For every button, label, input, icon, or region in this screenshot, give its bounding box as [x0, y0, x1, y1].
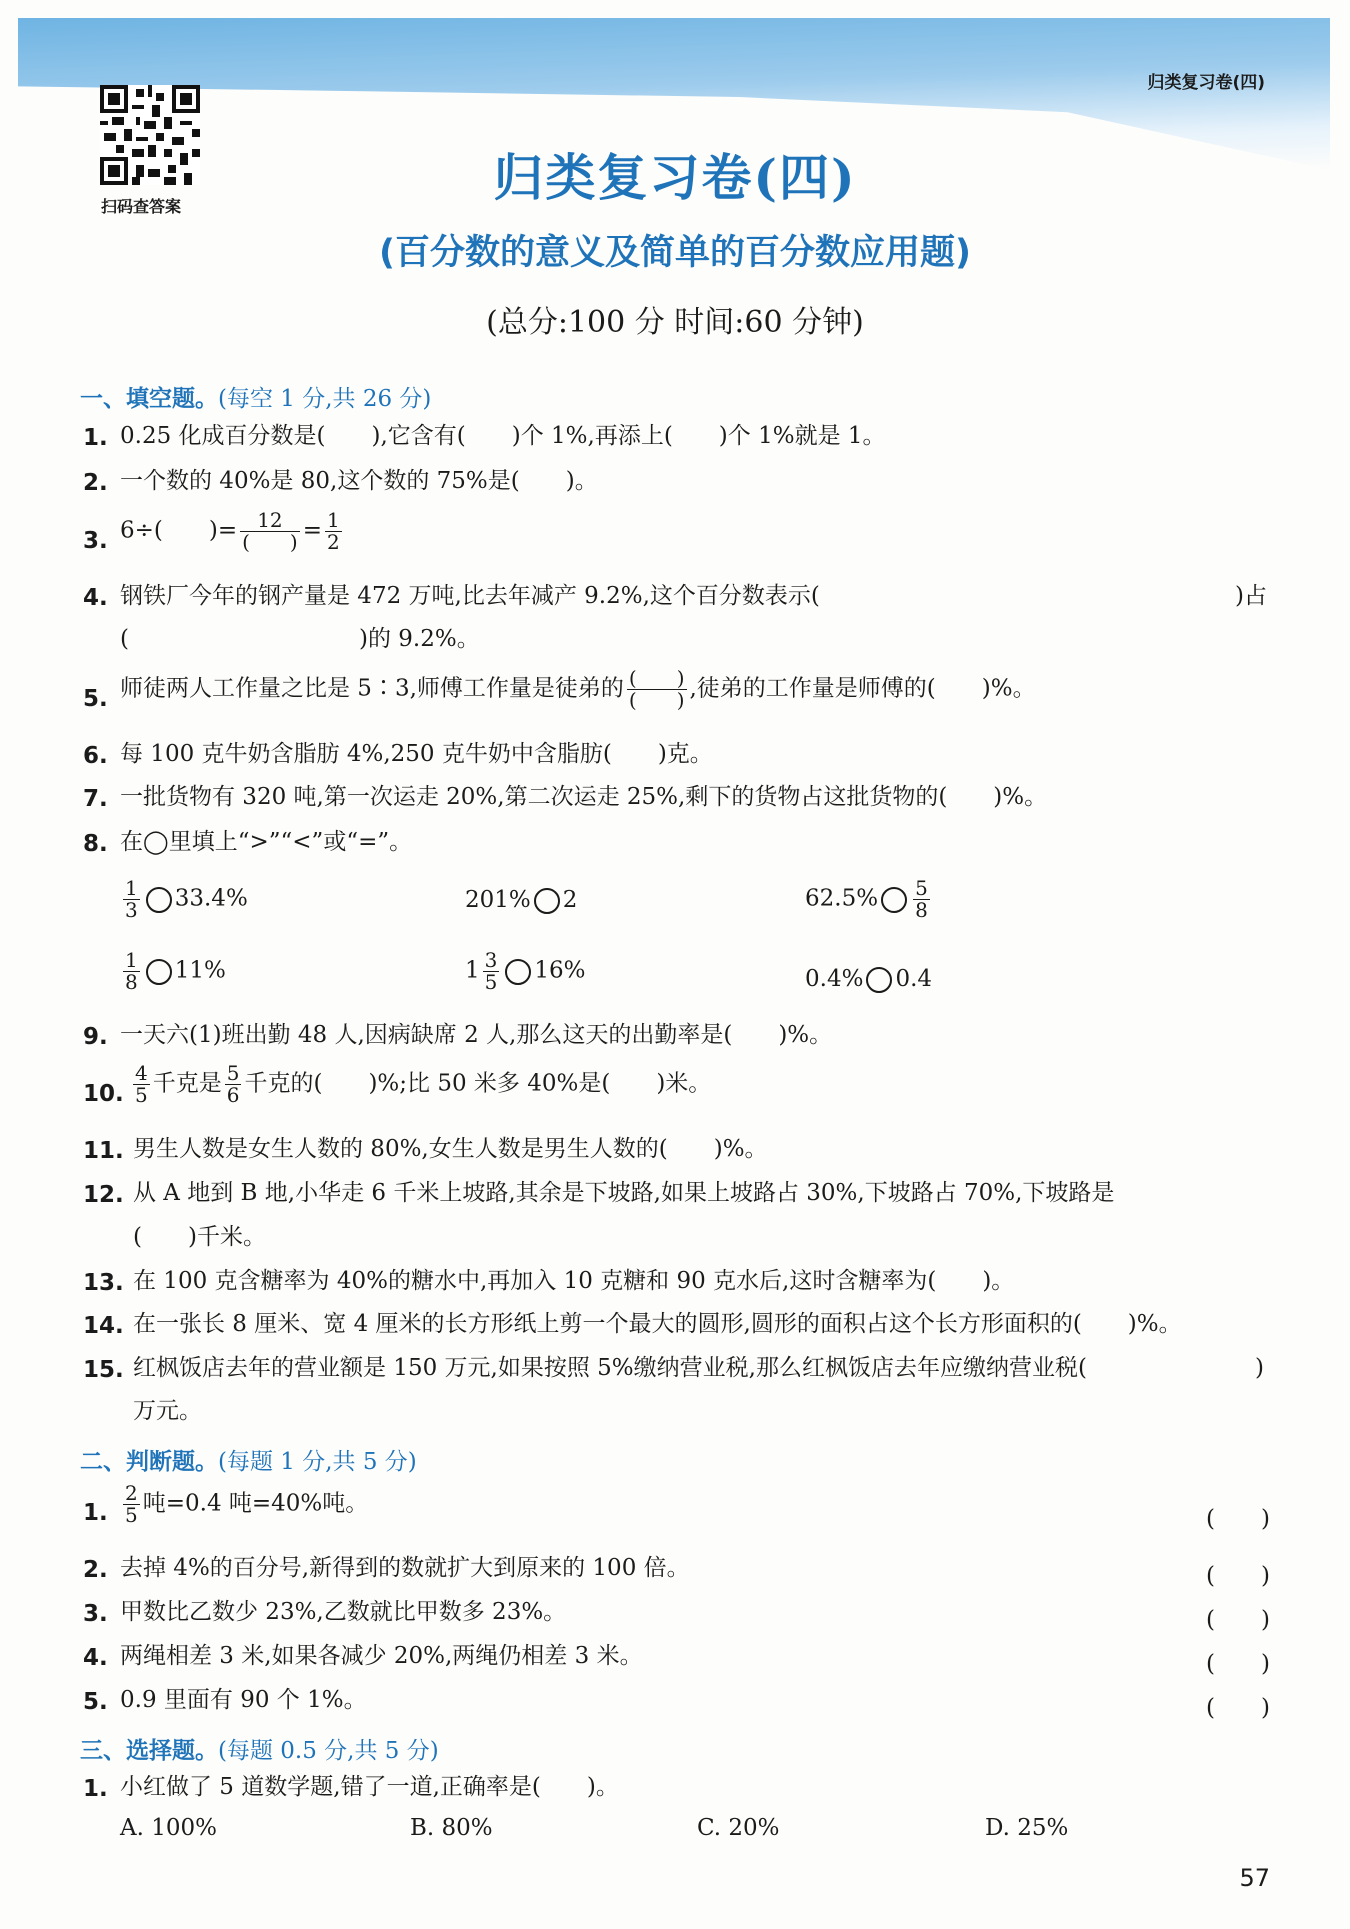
fraction	[913, 878, 930, 921]
fraction	[123, 878, 140, 921]
choice-option-b[interactable]: B. 80%	[410, 1815, 493, 1841]
section-note: (每空 1 分,共 26 分)	[218, 386, 432, 412]
question-number: 2.	[83, 1557, 108, 1583]
q5-part: ,徒弟的工作量是师傅的( )%。	[689, 675, 1036, 702]
question-text: 0.25 化成百分数是( ),它含有( )个 1%,再添上( )个 1%就是 1。	[120, 423, 886, 449]
question-number: 4.	[83, 1645, 108, 1671]
compare-circle[interactable]	[866, 967, 892, 993]
numerator: 3	[484, 948, 498, 972]
question-number: 11.	[83, 1138, 124, 1164]
question-number: 3.	[83, 1601, 108, 1627]
section-title: 三、选择题。	[80, 1738, 218, 1764]
question-number: 13.	[83, 1270, 124, 1296]
question-number: 3.	[83, 528, 108, 554]
section-title: 一、填空题。	[80, 386, 218, 412]
question-number: 14.	[83, 1313, 124, 1339]
question-text: 一天六(1)班出勤 48 人,因病缺席 2 人,那么这天的出勤率是( )%。	[120, 1022, 833, 1048]
section-heading-judge	[80, 1443, 417, 1476]
question-text: 每 100 克牛奶含脂肪 4%,250 克牛奶中含脂肪( )克。	[120, 741, 713, 767]
denominator: 5	[125, 1503, 138, 1527]
page-subtitle: (百分数的意义及简单的百分数应用题)	[379, 233, 971, 273]
question-text: 去掉 4%的百分号,新得到的数就扩大到原来的 100 倍。	[120, 1555, 690, 1581]
compare-value: 2	[562, 887, 578, 913]
denominator: 5	[484, 970, 498, 994]
q10-part: 千克的( )%;比 50 米多 40%是( )米。	[244, 1070, 712, 1097]
denominator: ( )	[628, 688, 685, 712]
question-text: 在一张长 8 厘米、宽 4 厘米的长方形纸上剪一个最大的圆形,圆形的面积占这个长方形面积的( )%。	[133, 1311, 1182, 1337]
q10-part: 千克是	[152, 1070, 222, 1097]
question-text: 甲数比乙数少 23%,乙数就比甲数多 23%。	[120, 1599, 567, 1625]
compare-value: 62.5%	[805, 885, 879, 912]
compare-item	[805, 967, 932, 993]
numerator: 5	[915, 876, 928, 900]
choice-option-d[interactable]: D. 25%	[985, 1815, 1069, 1841]
question-text	[120, 1483, 368, 1526]
question-text	[120, 668, 1036, 711]
numerator: 1	[125, 876, 138, 900]
compare-circle[interactable]	[146, 959, 172, 985]
question-number: 6.	[83, 743, 108, 769]
question-text: 从 A 地到 B 地,小华走 6 千米上坡路,其余是下坡路,如果上坡路占 30%,下坡路占 70%,下坡路是	[133, 1180, 1115, 1206]
question-text: 两绳相差 3 米,如果各减少 20%,两绳仍相差 3 米。	[120, 1643, 643, 1669]
question-number: 5.	[83, 1689, 108, 1715]
score-time-info: (总分:100 分 时间:60 分钟)	[486, 305, 864, 340]
question-text: )占	[1235, 583, 1267, 609]
denominator: 8	[125, 970, 138, 994]
numerator: 12	[240, 510, 300, 532]
section-heading-fill	[80, 380, 431, 413]
fraction	[225, 1063, 242, 1106]
question-text: 男生人数是女生人数的 80%,女生人数是男生人数的( )%。	[133, 1136, 768, 1162]
question-text: 0.9 里面有 90 个 1%。	[120, 1687, 367, 1713]
compare-item	[120, 950, 226, 993]
compare-value: 16%	[534, 957, 586, 984]
compare-item	[120, 878, 248, 921]
question-text: 钢铁厂今年的钢产量是 472 万吨,比去年减产 9.2%,这个百分数表示(	[120, 583, 820, 609]
question-text: 在◯里填上“>”“<”或“=”。	[120, 829, 413, 855]
q3-part: 6÷( )=	[120, 517, 238, 544]
question-number: 7.	[83, 786, 108, 812]
page-number: 57	[1239, 1864, 1270, 1892]
fraction	[133, 1063, 150, 1106]
numerator: 5	[226, 1061, 240, 1085]
q5-part: 师徒两人工作量之比是 5∶3,师傅工作量是徒弟的	[120, 675, 624, 702]
question-number: 4.	[83, 585, 108, 611]
compare-value: 201%	[465, 887, 531, 913]
fraction	[627, 668, 687, 711]
question-text	[130, 1063, 711, 1106]
question-text: 红枫饭店去年的营业额是 150 万元,如果按照 5%缴纳营业税,那么红枫饭店去年应缴纳营业税(	[133, 1355, 1087, 1381]
denominator: 8	[915, 898, 928, 922]
compare-circle[interactable]	[146, 887, 172, 913]
section-note: (每题 0.5 分,共 5 分)	[218, 1738, 439, 1764]
answer-parentheses[interactable]: ( )	[1206, 1506, 1270, 1532]
question-text	[120, 510, 345, 553]
numerator: ( )	[628, 666, 685, 690]
compare-item	[465, 950, 586, 993]
question-number: 12.	[83, 1182, 124, 1208]
numerator: 4	[135, 1061, 148, 1085]
running-title: 归类复习卷(四)	[1147, 73, 1265, 93]
compare-circle[interactable]	[534, 888, 560, 914]
denominator: 3	[125, 898, 138, 922]
section-heading-choice	[80, 1732, 439, 1765]
denominator: 2	[327, 530, 340, 554]
fraction	[325, 510, 342, 553]
qr-caption: 扫码查答案	[101, 197, 182, 216]
question-number: 2.	[83, 470, 108, 496]
fraction	[123, 1483, 140, 1526]
equals: =	[302, 517, 323, 544]
numerator: 1	[327, 508, 340, 532]
question-text: ( )的 9.2%。	[120, 626, 480, 652]
question-number: 9.	[83, 1024, 108, 1050]
question-text: )	[1255, 1355, 1264, 1381]
fraction	[123, 950, 140, 993]
compare-value: 0.4	[895, 966, 933, 992]
question-number: 5.	[83, 686, 108, 712]
judge-text: 吨=0.4 吨=40%吨。	[142, 1490, 369, 1517]
numerator: 2	[125, 1481, 138, 1505]
compare-value: 11%	[174, 957, 226, 984]
compare-value: 1	[465, 957, 480, 984]
compare-circle[interactable]	[881, 887, 907, 913]
denominator: 6	[226, 1083, 240, 1107]
question-number: 1.	[83, 1500, 108, 1526]
section-title: 二、判断题。	[80, 1449, 218, 1475]
numerator: 1	[125, 948, 138, 972]
question-text: 万元。	[133, 1398, 202, 1424]
answer-parentheses[interactable]: ( )	[1206, 1607, 1270, 1633]
question-number: 10.	[83, 1081, 124, 1107]
question-text: ( )千米。	[133, 1224, 266, 1250]
answer-parentheses[interactable]: ( )	[1206, 1563, 1270, 1589]
denominator: 5	[135, 1083, 148, 1107]
choice-option-a[interactable]: A. 100%	[120, 1815, 217, 1841]
section-note: (每题 1 分,共 5 分)	[218, 1449, 417, 1475]
page-title: 归类复习卷(四)	[493, 148, 857, 207]
question-number: 1.	[83, 425, 108, 451]
compare-item	[805, 878, 933, 921]
fraction	[240, 510, 300, 553]
compare-item	[465, 888, 577, 914]
question-number: 15.	[83, 1357, 124, 1383]
fraction	[483, 950, 500, 993]
answer-parentheses[interactable]: ( )	[1206, 1695, 1270, 1721]
denominator: ( )	[242, 530, 298, 554]
question-text: 一个数的 40%是 80,这个数的 75%是( )。	[120, 468, 598, 494]
question-number: 8.	[83, 831, 108, 857]
question-text: 在 100 克含糖率为 40%的糖水中,再加入 10 克糖和 90 克水后,这时含糖率为( )。	[133, 1268, 1015, 1294]
question-number: 1.	[83, 1776, 108, 1802]
compare-circle[interactable]	[505, 959, 531, 985]
question-text: 小红做了 5 道数学题,错了一道,正确率是( )。	[120, 1774, 619, 1800]
choice-option-c[interactable]: C. 20%	[697, 1815, 780, 1841]
question-text: 一批货物有 320 吨,第一次运走 20%,第二次运走 25%,剩下的货物占这批货物的( )%。	[120, 784, 1048, 810]
compare-value: 33.4%	[174, 885, 248, 912]
answer-parentheses[interactable]: ( )	[1206, 1651, 1270, 1677]
compare-value: 0.4%	[805, 966, 864, 992]
